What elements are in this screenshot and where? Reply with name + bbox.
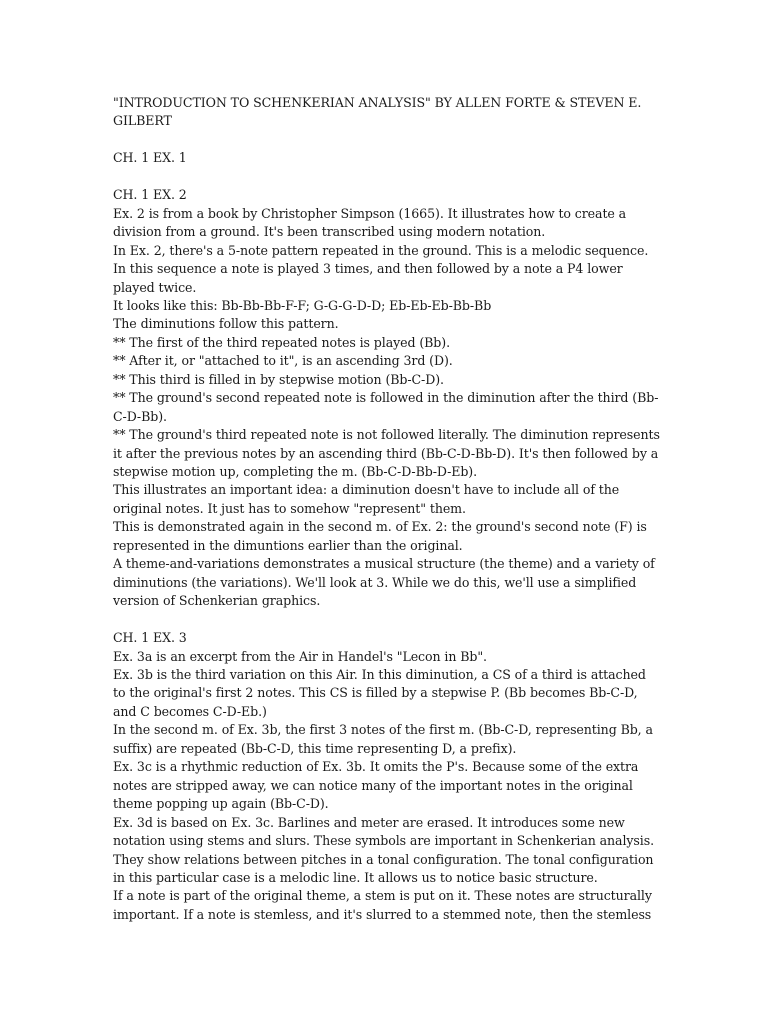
- section-heading-ex1: CH. 1 EX. 1: [113, 150, 187, 166]
- bullet-line: ** The ground's third repeated note is not followed literally. The diminution represents it after the previous notes by an ascending third (Bb-C-D-Bb-D). It's then followed by a stepwise motion up, completing the m. (Bb-C-D-Bb-D-Eb).: [113, 427, 660, 480]
- paragraph: In Ex. 2, there's a 5-note pattern repeated in the ground. This is a melodic sequence. In this sequence a note is played 3 times, and then followed by a note a P4 lower played twice.: [113, 242, 649, 295]
- paragraph: Ex. 3d is based on Ex. 3c. Barlines and meter are erased. It introduces some new notation using stems and slurs. These symbols are important in Schenkerian analysis. They show relations between pitches in a tonal configuration. The tonal configuration in this particular case is a melodic line. It allows us to notice basic structure.: [113, 814, 654, 885]
- document-body: [113, 94, 661, 924]
- paragraph: Ex. 3c is a rhythmic reduction of Ex. 3b. It omits the P's. Because some of the extra notes are stripped away, we can notice many of the important notes in the original theme popping up again (Bb-C-D).: [113, 759, 639, 812]
- bullet-line: ** This third is filled in by stepwise motion (Bb-C-D).: [113, 371, 444, 387]
- spacer: [113, 168, 661, 186]
- paragraph: This illustrates an important idea: a diminution doesn't have to include all of the original notes. It just has to somehow "represent" them.: [113, 482, 620, 516]
- paragraph: Ex. 2 is from a book by Christopher Simpson (1665). It illustrates how to create a division from a ground. It's been transcribed using modern notation.: [113, 205, 627, 240]
- paragraph: The diminutions follow this pattern.: [113, 316, 339, 332]
- bullet-line: ** The ground's second repeated note is followed in the diminution after the third (Bb-C-D-Bb).: [113, 390, 659, 424]
- section-heading-ex3: CH. 1 EX. 3: [113, 630, 187, 646]
- paragraph: A theme-and-variations demonstrates a musical structure (the theme) and a variety of diminutions (the variations). We'll look at 3. While we do this, we'll use a simplified version of Schenkerian graphics.: [113, 556, 655, 609]
- paragraph: It looks like this: Bb-Bb-Bb-F-F; G-G-G-D-D; Eb-Eb-Eb-Bb-Bb: [113, 297, 492, 313]
- section-heading-ex2: CH. 1 EX. 2: [113, 187, 187, 203]
- paragraph: Ex. 3b is the third variation on this Air. In this diminution, a CS of a third is attached to the original's first 2 notes. This CS is filled by a stepwise P. (Bb becomes Bb-C-D, and C becomes C-D-Eb.): [113, 667, 646, 719]
- paragraph: This is demonstrated again in the second m. of Ex. 2: the ground's second note (F) is represented in the dimuntions earlier than the original.: [113, 519, 647, 553]
- paragraph: Ex. 3a is an excerpt from the Air in Handel's "Lecon in Bb".: [113, 648, 487, 664]
- spacer: [113, 131, 661, 149]
- paragraph: In the second m. of Ex. 3b, the first 3 notes of the first m. (Bb-C-D, representing Bb, a suffix) are repeated (Bb-C-D, this time representing D, a prefix).: [113, 722, 653, 756]
- spacer: [113, 611, 661, 629]
- document-title: "INTRODUCTION TO SCHENKERIAN ANALYSIS" BY ALLEN FORTE & STEVEN E. GILBERT: [113, 95, 642, 129]
- bullet-line: ** After it, or "attached to it", is an ascending 3rd (D).: [113, 353, 453, 369]
- paragraph: If a note is part of the original theme, a stem is put on it. These notes are structurally important. If a note is stemless, and it's slurred to a stemmed note, then the stemless: [113, 888, 652, 922]
- bullet-line: ** The first of the third repeated notes is played (Bb).: [113, 334, 450, 350]
